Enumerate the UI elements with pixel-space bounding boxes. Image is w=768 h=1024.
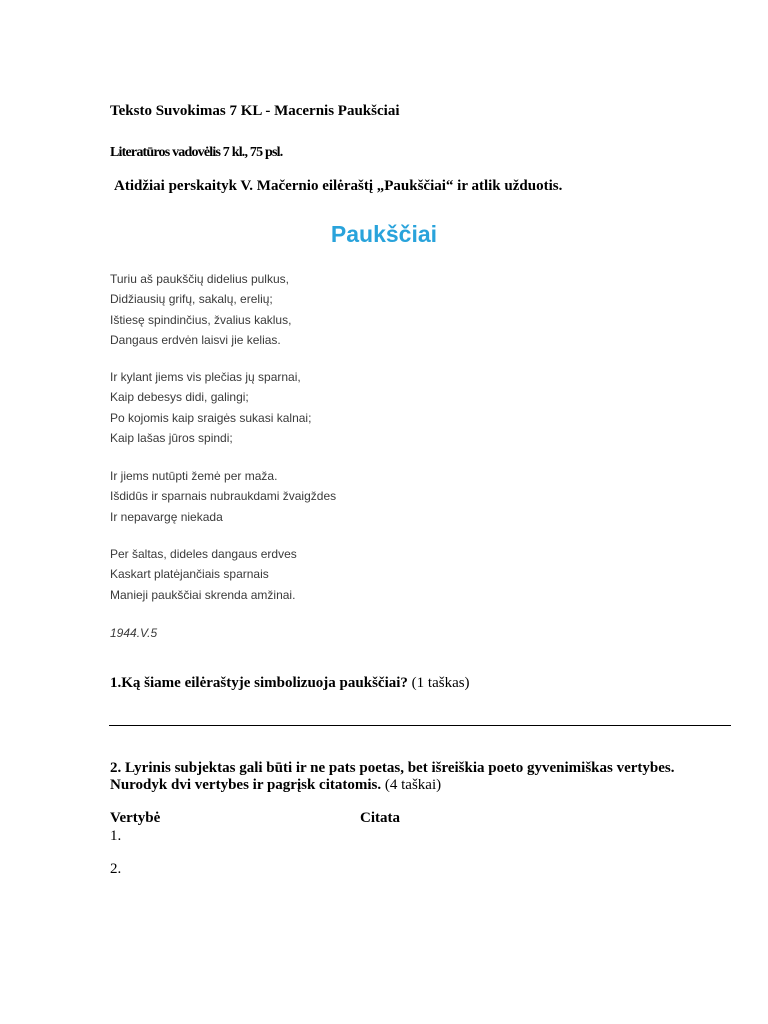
question-1-text: 1.Ką šiame eilėraštyje simbolizuoja paukščiai? [110, 675, 408, 691]
poem-line: Kaip lašas jūros spindi; [110, 431, 233, 445]
question-2-points: (4 taškai) [384, 777, 442, 793]
poem-line: Per šaltas, dideles dangaus erdves [110, 547, 297, 561]
poem-line: Ir kylant jiems vis plečias jų sparnai, [110, 370, 301, 384]
question-2-text-line2: Nurodyk dvi vertybes ir pagrįsk citatomis. [110, 777, 382, 793]
poem-line: Dangaus erdvėn laisvi jie kelias. [110, 333, 281, 347]
poem-line: Kaip debesys didi, galingi; [110, 390, 249, 404]
column-header-vertybe: Vertybė [110, 810, 161, 826]
answer-line[interactable] [109, 725, 731, 726]
poem-line: Turiu aš paukščių didelius pulkus, [110, 272, 289, 286]
poem-line: Ir nepavargę niekada [110, 510, 223, 524]
textbook-reference: Literatūros vadovėlis 7 kl., 75 psl. [110, 145, 283, 160]
question-1-points: (1 taškas) [411, 675, 470, 691]
poem-line: Didžiausių grifų, sakalų, erelių; [110, 292, 273, 306]
question-2 [110, 760, 675, 794]
poem-line: Išdidūs ir sparnais nubraukdami žvaigždes [110, 489, 337, 503]
poem-line: Ir jiems nutūpti žemė per maža. [110, 469, 278, 483]
poem-line: Po kojomis kaip sraigės sukasi kalnai; [110, 411, 312, 425]
poem-title: Paukščiai [330, 221, 438, 247]
answer-row-2-number: 2. [110, 861, 122, 877]
poem-line: Ištiesę spindinčius, žvalius kaklus, [110, 313, 292, 327]
question-2-text-line1: 2. Lyrinis subjektas gali būti ir ne pats poetas, bet išreiškia poeto gyvenimiškas vertybes. [110, 760, 675, 776]
poem-line: Manieji paukščiai skrenda amžinai. [110, 588, 296, 602]
poem-line: Kaskart platėjančiais sparnais [110, 567, 269, 581]
column-header-citata: Citata [360, 810, 400, 826]
poem-date: 1944.V.5 [110, 626, 158, 640]
document-title: Teksto Suvokimas 7 KL - Macernis Paukšciai [110, 103, 400, 119]
instruction-text: Atidžiai perskaityk V. Mačernio eilėraštį „Paukščiai“ ir atlik užduotis. [114, 178, 563, 194]
answer-row-1-number: 1. [110, 828, 122, 844]
question-1 [110, 675, 470, 692]
